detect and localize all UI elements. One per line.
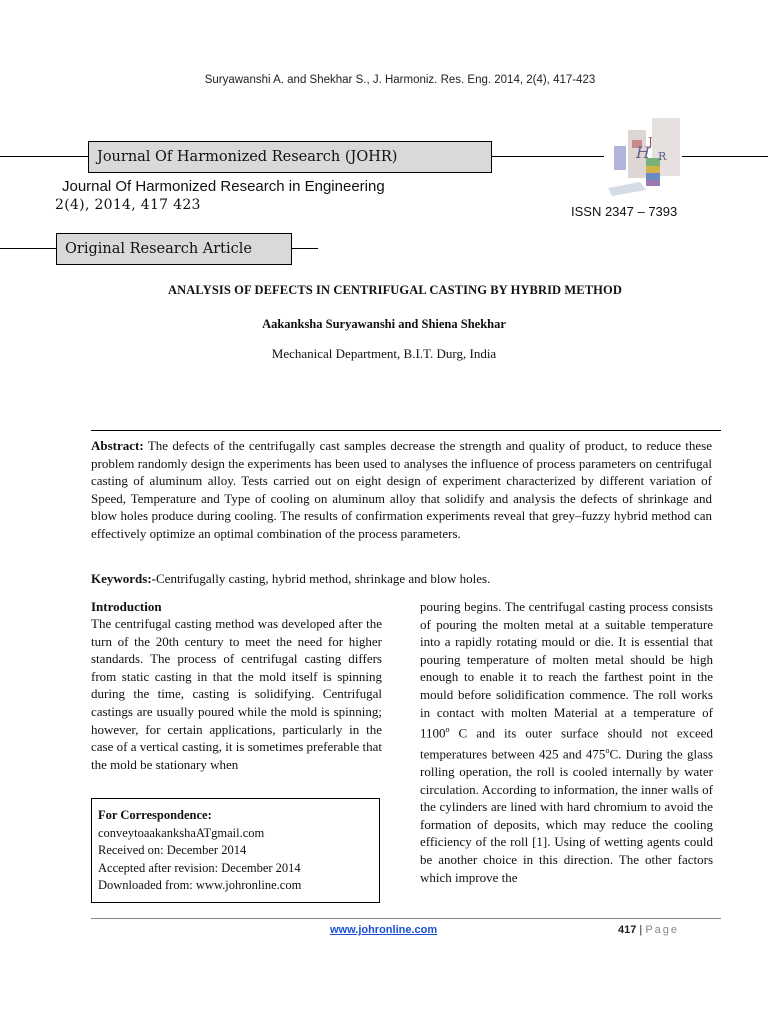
footer-website-link[interactable]: www.johronline.com (330, 924, 438, 936)
affiliation: Mechanical Department, B.I.T. Durg, India (271, 346, 497, 361)
svg-text:H: H (636, 143, 650, 162)
abstract-text: The defects of the centrifugally cast samples decrease the strength and quality of product, to reduce these problem randomly design the experiments has been used to analyses the influence of process parameters on centrifugal casting of aluminum alloy. Tests carried out on eight design of experiment characterized by different variation of Speed, Temperature and Type of cooling on aluminum alloy that solidify and analysis the defects of shrinkage and blow holes produce during cooling. The results of confirmation experiments reveal that grey–fuzzy hybrid method can effectively optimize an optimal combination of the process parameters. (91, 438, 713, 541)
article-title: ANALYSIS OF DEFECTS IN CENTRIFUGAL CASTING BY HYBRID METHOD (168, 283, 622, 297)
journal-name-box: Journal Of Harmonized Research (JOHR) (88, 141, 492, 173)
abstract-label: Abstract: (91, 438, 144, 453)
accepted-date: Accepted after revision: December 2014 (98, 860, 301, 875)
page-number: 417 (618, 924, 637, 936)
abstract-rule (91, 430, 721, 431)
svg-text:J: J (648, 135, 653, 149)
journal-volume: 2(4), 2014, 417 423 (55, 197, 201, 213)
authors: Aakanksha Suryawanshi and Shiena Shekhar (262, 317, 506, 331)
rule-left (0, 156, 88, 157)
downloaded-from: Downloaded from: www.johronline.com (98, 878, 302, 892)
keywords-label: Keywords:- (91, 571, 156, 586)
svg-text:R: R (658, 150, 667, 163)
keywords-text: Centrifugally casting, hybrid method, shrinkage and blow holes. (156, 571, 491, 586)
footer-page-indicator (618, 924, 679, 936)
degree-superscript-2: o (605, 746, 610, 756)
right-text-part-2: C and its outer surface should not exceed temperatures between 425 and 475 (420, 725, 713, 762)
page-word: Page (645, 924, 680, 936)
johr-logo (606, 118, 682, 200)
degree-superscript-1: o (445, 725, 450, 735)
rule-middle (492, 156, 604, 157)
article-type-box: Original Research Article (56, 233, 292, 265)
abstract (91, 437, 712, 543)
introduction-left-text: The centrifugal casting method was developed after the turn of the 20th century to meet the need for higher standards. The process of centrifugal casting differs from static casting in that the mold itself is spinning during the time, casting is solidifying. Centrifugal castings are usually poured while the mold is spinning; however, for certain applications, particularly in the case of a vertical casting, it is sometimes preferable that the mold be stationary when (91, 616, 382, 772)
keywords (91, 570, 712, 588)
issn: ISSN 2347 – 7393 (571, 204, 678, 219)
footer-rule (91, 918, 721, 919)
rule-right (682, 156, 768, 157)
running-citation: Suryawanshi A. and Shekhar S., J. Harmoniz. Res. Eng. 2014, 2(4), 417-423 (204, 74, 596, 86)
right-text-part-3: C. During the glass rolling operation, the roll is cooled internally by water circulation. According to information, the inner walls of the cylinders are lined with hard chromium to avoid the formation of deposits, which may reduce the cooling efficiency of the roll [1]. Using of wetting agents could be another choice in this direction. The other factors which improve the (420, 746, 713, 885)
introduction-right-text (420, 598, 713, 886)
journal-full-name: Journal Of Harmonized Research in Engineering (62, 178, 385, 195)
correspondence-heading: For Correspondence: (98, 808, 212, 822)
rule-article-right (292, 248, 318, 249)
rule-article-left (0, 248, 56, 249)
correspondence-email: conveytoaakankshaATgmail.com (98, 825, 265, 840)
right-text-part-1: pouring begins. The centrifugal casting process consists of pouring the molten metal at a suitable temperature into a rapidly rotating mould or die. It is essential that pouring temperature of molten metal should be high enough to enable it to reach the farthest point in the mould before solidification commence. The roll works in contact with molten Material at a temperature of 1100 (420, 599, 713, 741)
correspondence-box (91, 798, 380, 903)
page-separator: | (639, 924, 643, 936)
johr-logo-graphic (606, 118, 682, 200)
received-date: Received on: December 2014 (98, 843, 247, 857)
introduction-heading: Introduction (91, 599, 162, 614)
